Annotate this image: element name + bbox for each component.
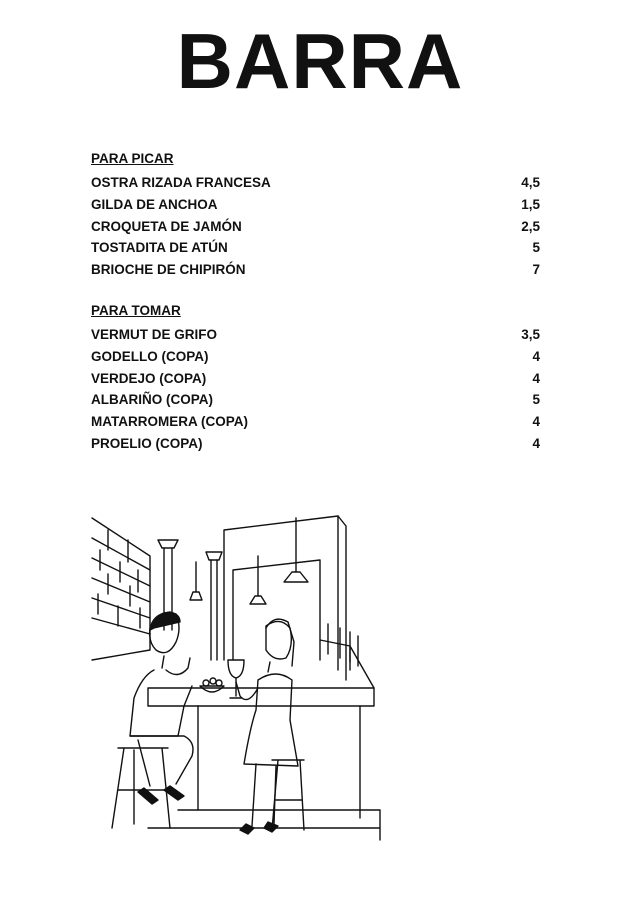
- item-price: 4: [532, 370, 540, 386]
- section-para-picar: [91, 150, 540, 281]
- item-name: VERDEJO (COPA): [91, 370, 207, 386]
- item-price: 7: [532, 262, 540, 278]
- pendant-lamps: [190, 518, 308, 604]
- item-name: TOSTADITA DE ATÚN: [91, 240, 228, 256]
- menu-item: [91, 368, 540, 390]
- menu-item: [91, 216, 540, 238]
- item-name: MATARROMERA (COPA): [91, 414, 248, 430]
- item-price: 1,5: [521, 196, 540, 212]
- item-price: 4: [532, 348, 540, 364]
- menu-item: [91, 194, 540, 216]
- item-name: CROQUETA DE JAMÓN: [91, 218, 242, 234]
- item-price: 4: [532, 435, 540, 451]
- menu-title: BARRA: [176, 17, 464, 105]
- menu-item: [91, 411, 540, 433]
- item-name: ALBARIÑO (COPA): [91, 392, 213, 408]
- section-heading: PARA TOMAR: [91, 303, 181, 318]
- woman-figure: [228, 619, 304, 834]
- item-price: 2,5: [521, 218, 540, 234]
- man-figure: [112, 612, 193, 828]
- item-price: 5: [532, 240, 540, 256]
- menu-item: [91, 259, 540, 281]
- menu-item: [91, 324, 540, 346]
- menu-item: [91, 172, 540, 194]
- item-price: 3,5: [521, 327, 540, 342]
- item-name: OSTRA RIZADA FRANCESA: [91, 175, 271, 190]
- item-name: PROELIO (COPA): [91, 435, 203, 451]
- item-price: 4,5: [521, 175, 540, 190]
- menu-item: [91, 237, 540, 259]
- bar-counter: [148, 624, 380, 840]
- item-name: VERMUT DE GRIFO: [91, 327, 218, 342]
- snack-bowl: [200, 678, 224, 692]
- item-price: 4: [532, 414, 540, 430]
- section-heading: PARA PICAR: [91, 151, 174, 166]
- item-price: 5: [532, 392, 540, 408]
- back-room: [224, 516, 346, 680]
- section-para-tomar: [91, 302, 540, 455]
- item-name: GODELLO (COPA): [91, 348, 209, 364]
- item-name: BRIOCHE DE CHIPIRÓN: [91, 262, 246, 278]
- menu-item: [91, 433, 540, 455]
- bar-scene-illustration: [88, 510, 388, 850]
- menu-item: [91, 346, 540, 368]
- item-name: GILDA DE ANCHOA: [91, 196, 218, 212]
- menu-item: [91, 389, 540, 411]
- brick-wall: [92, 518, 150, 660]
